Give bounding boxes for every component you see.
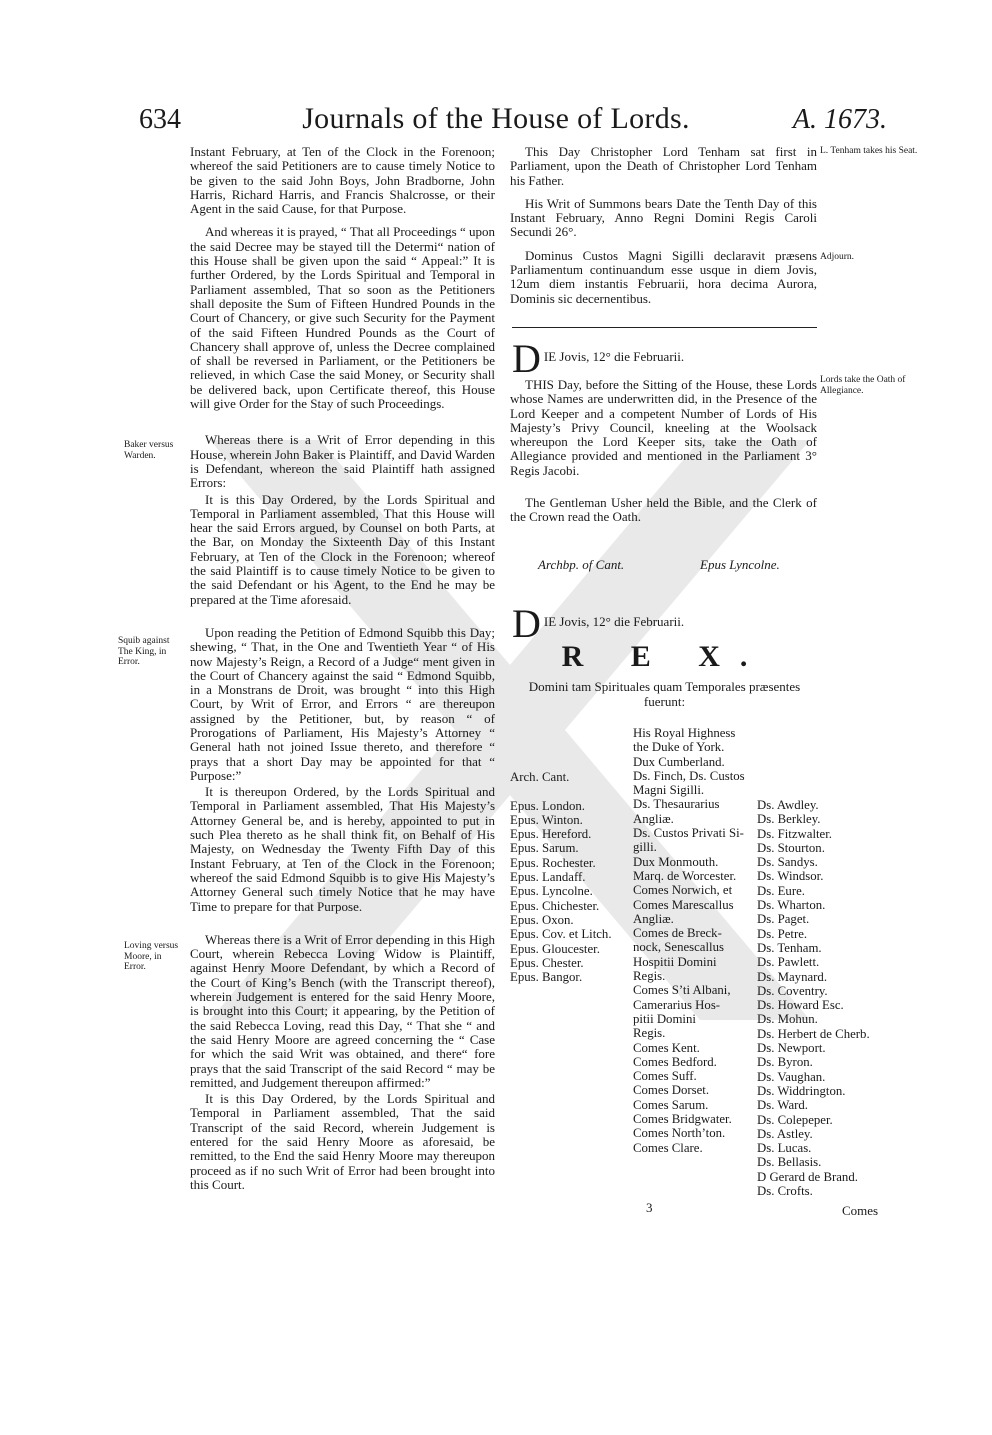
attendee-line: Ds. Fitzwalter. [757,826,832,841]
paragraph: Whereas there is a Writ of Error depending in this House, wherein John Baker is Plaintiff, and David Warden is Defendant, whereon the said Plaintiff hath assigned Errors: [190,432,495,491]
margin-note-adjourn: Adjourn. [820,252,855,262]
attendee-line: Marq. de Worcester. [633,868,737,883]
rex-heading: R E X. [561,640,768,673]
attendee-line: Epus. London. [510,798,586,813]
attendee-line: Epus. Chester. [510,955,584,970]
attendee-line: Ds. Crofts. [757,1184,813,1199]
oath-taker: Archbp. of Cant. [538,557,625,572]
paragraph: THIS Day, before the Sitting of the House, these Lords whose Names are underwritten did, in the Presence of the Lord Keeper and a competent Number of Lords of His Majesty’s Privy Council, kneeling at the Woolsack whereupon the Lord Keeper sits, take the Oath of Allegiance provided and mentioned in the Parliament 3° Regis Jacobi. [510,377,817,478]
attendee-line: nock, Senescallus [633,940,724,955]
attendee-line: Epus. Hereford. [510,827,592,842]
attendee-line: Comes Suff. [633,1069,697,1084]
paragraph: Instant February, at Ten of the Clock in the Forenoon; whereof the said Petitioners are to cause timely Notice to be given to the said John Boys, John Bradborne, John Harris, Richard Harris, and Francis Shalcrosse, or their Agent in the said Cause, for that Purpose. [190,144,495,217]
paragraph: And whereas it is prayed, “ That all Proceedings “ upon the said Decree may be stayed till the Determi“ nation of this House shall be given upon the said “ Appeal:” It is further Ordered, by the Lords Spiritual and Temporal in Parliament assembled, That so soon as the Petitioners shall deposite the Sum of Fifteen Hundred Pounds in the Court of Chancery, or give such Security for the Payment of the said Fifteen Hundred Pounds as the Court of Chancery shall approve of, unless the Decree complained of shall be reversed in Parliament, or the Petitioners be relieved, in which Case the said Money, or Security shall be delivered back, upon Certificate thereof, this House will give Order for the Stay of such Proceedings. [190,224,495,412]
attendee-line: Comes de Breck- [633,926,722,941]
margin-note-baker: Baker versus Warden. [124,440,174,461]
attendee-line: Epus. Landaff. [510,870,586,885]
attendee-line: Comes Bedford. [633,1054,717,1069]
attendee-line: Magni Sigilli. [633,783,705,798]
attendee-line: Ds. Awdley. [757,798,819,812]
attendee-line: Ds. Paget. [757,912,810,927]
margin-note-loving: Loving versus Moore, in Error. [124,941,179,972]
attendee-line: Ds. Finch, Ds. Custos [633,768,745,783]
attendee-line: Ds. Colepeper. [757,1112,833,1127]
attendee-line: Ds. Stourton. [757,840,825,855]
paragraph: Dominus Custos Magni Sigilli declaravit præsens Parliamentum continuandum esse usque in diem Jovis, 12um diem instantis Februarii, hora decima Aurora, Dominis sic decernentibus. [510,247,817,306]
attendance-bishops [510,770,612,984]
attendee-line: Ds. Byron. [757,1055,813,1070]
attendee-line: Epus. Sarum. [510,841,579,856]
margin-note-oath: Lords take the Oath of Allegiance. [820,375,906,396]
attendee-line: Ds. Vaughan. [757,1069,826,1084]
page-header [0,100,992,140]
attendee-line: Comes Dorset. [633,1083,710,1098]
margin-note-tenham: L. Tenham takes his Seat. [820,146,918,156]
attendee-line: Epus. Gloucester. [510,941,600,956]
attendee-line: Comes Bridgwater. [633,1112,732,1127]
attendee-line: Epus. Chichester. [510,898,600,913]
attendee-line: Epus. Winton. [510,812,583,827]
attendee-line: Arch. Cant. [510,770,570,784]
paragraph: It is this Day Ordered, by the Lords Spiritual and Temporal in Parliament assembled, That this House will hear the said Errors argued, by Counsel on both Parts, at the Bar, on Monday the Sixteenth Day of this Instant February, at Ten of the Clock in the Forenoon; whereof the said Plaintiff is to cause timely Notice to be given to the said Defendant or his Agent, to the End he may be prepared at the Time aforesaid. [190,491,495,607]
attendee-line: Epus. Cov. et Litch. [510,927,612,942]
drop-cap: D [512,336,541,381]
margin-note-squib: Squib against The King, in Error. [118,636,170,667]
attendee-line: Comes Norwich, et [633,883,733,898]
attendee-line: D Gerard de Brand. [757,1169,858,1184]
attendee-line: Ds. Thesaurarius [633,797,720,812]
paragraph: It is thereupon Ordered, by the Lords Spiritual and Temporal in Parliament assembled, That His Majesty’s Attorney General be, and is hereby, appointed to put in such Plea thereto as he shall think fit, on Behalf of His Majesty, on Wednesday the Twenty Fifth Day of this Instant February, at Ten of the Clock in the Forenoon; whereof the said Edmond Squibb is to give His Majesty’s Attorney General such timely Notice that he may have Time to prepare for that Purpose. [190,784,495,914]
date-heading: D IE Jovis, 12° die Februarii. [512,601,685,646]
attendee-line: Ds. Widdrington. [757,1083,846,1098]
attendee-line: Ds. Pawlett. [757,955,820,970]
left-column [190,145,495,1201]
attendee-line: Ds. Coventry. [757,983,828,998]
attendance-officers [633,726,745,1155]
attendee-line: gilli. [633,840,657,855]
page-title: Journals of the House of Lords. [302,102,690,135]
attendee-line: Comes Clare. [633,1140,703,1155]
signature-mark: 3 [646,1200,653,1215]
attendee-line: Dux Monmouth. [633,854,719,869]
attendee-line: Ds. Petre. [757,926,808,941]
date-heading: D IE Jovis, 12° die Februarii. [512,336,685,381]
attendee-line: Epus. Bangor. [510,970,583,985]
right-column [510,145,817,315]
attendee-line: Angliæ. [633,811,674,826]
attendee-line: Comes S’ti Albani, [633,983,731,998]
attendee-line: Angliæ. [633,911,674,926]
attendee-line: Ds. Eure. [757,883,805,898]
attendee-line: Comes North’ton. [633,1126,726,1141]
catchword: Comes [842,1203,879,1218]
attendee-line: Epus. Rochester. [510,855,596,870]
attendee-line: Ds. Mohun. [757,1012,818,1027]
attendee-line: Ds. Newport. [757,1041,826,1056]
paragraph: Whereas there is a Writ of Error depending in this High Court, wherein Rebecca Loving Widow is Plaintiff, against Henry Moore Defendant, by which a Record of the Court of King’s Bench (with the Transcript thereof), wherein Judgement is entered for the said Henry Moore, is brought into this Court; it appearing, by the Petition of the said Rebecca Loving, read this Day, “ That she “ and the said Henry Moore are agreed concerning the “ Case for which the said Writ was obtained, and there“ fore prays that the said Transcript of the said Record “ may be remitted, and Judgement thereupon affirmed:” [190,931,495,1090]
attendee-line: Ds. Custos Privati Si- [633,826,744,841]
attendee-line: Ds. Windsor. [757,869,824,884]
attendee-line: Comes Sarum. [633,1097,709,1112]
attendance-barons [757,798,870,1198]
oath-section [510,378,817,534]
attendee-line: Ds. Astley. [757,1126,813,1141]
attendee-line: Ds. Ward. [757,1098,808,1113]
attendee-line: Ds. Herbert de Cherb. [757,1026,870,1041]
attendee-line: Dux Cumberland. [633,754,725,769]
drop-cap: D [512,601,541,646]
attendee-line: Comes Kent. [633,1040,700,1055]
section-divider [512,327,817,328]
paragraph: Upon reading the Petition of Edmond Squibb this Day; shewing, “ That, in the One and Twentieth Year “ of His now Majesty’s Reign, a Record of a Judge“ ment given in the Court of Chancery against the said “ Edmond Squibb, in a Monstrans de Droit, was brought “ into this High Court, by Writ of Error, and Errors “ are thereupon assigned by the Petitioner, but, by reason “ of Prorogations of Parliament, His Majesty’s Attorney “ General hath not joined Issue thereto, and therefore “ prays that a short Day may be appointed for that “ Purpose:” [190,624,495,783]
attendee-line: Ds. Berkley. [757,812,821,827]
attendee-line: Regis. [633,969,666,984]
attendee-line: His Royal Highness [633,726,736,740]
attendee-line: Camerarius Hos- [633,997,721,1012]
attendee-line: the Duke of York. [633,740,725,755]
attendee-line: Regis. [633,1026,666,1041]
attendee-line: Ds. Lucas. [757,1141,812,1156]
present-line: Domini tam Spirituales quam Temporales præsentes fuerunt: [528,679,801,709]
attendee-line: Hospitii Domini [633,954,717,969]
attendee-line: Ds. Maynard. [757,969,828,984]
attendee-line: Ds. Tenham. [757,940,822,955]
oath-taker: Epus Lyncolne. [700,557,780,572]
attendee-line: Ds. Howard Esc. [757,998,844,1013]
paragraph: This Day Christopher Lord Tenham sat first in Parliament, upon the Death of Christopher Lord Tenham his Father. [510,144,817,188]
attendee-line: pitii Domini [633,1011,696,1026]
attendee-line: Epus. Oxon. [510,912,574,927]
attendee-line: Ds. Wharton. [757,898,826,913]
paragraph: The Gentleman Usher held the Bible, and the Clerk of the Crown read the Oath. [510,495,817,525]
paragraph: His Writ of Summons bears Date the Tenth Day of this Instant February, Anno Regni Domini Regis Caroli Secundi 26°. [510,195,817,240]
attendee-line: Epus. Lyncolne. [510,884,593,899]
attendee-line: Ds. Bellasis. [757,1155,822,1170]
attendee-line [510,784,612,798]
attendee-line: Ds. Sandys. [757,855,818,870]
paragraph: It is this Day Ordered, by the Lords Spiritual and Temporal in Parliament assembled, That the said Transcript of the said Record, wherein Judgement is entered for the said Henry Moore as aforesaid, be remitted, to the End the said Henry Moore may thereupon proceed as if no such Writ of Error had been brought into this Court. [190,1091,495,1192]
page-number: 634 [139,104,181,135]
page-year: A. 1673. [792,104,887,135]
attendee-line: Comes Marescallus [633,897,734,912]
